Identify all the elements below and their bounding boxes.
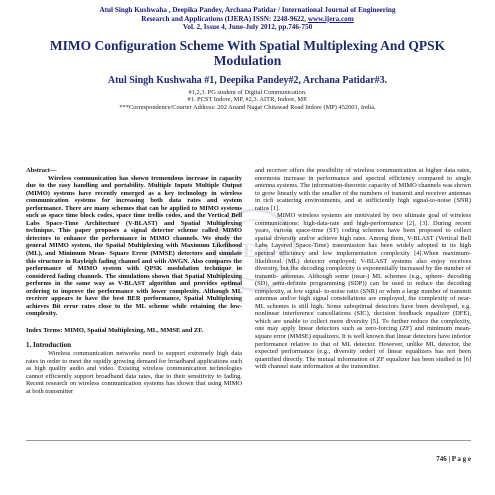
journal-header-line2: Research and Applications (IJERA) ISSN: 2248-9622, www.ijera.com — [141, 14, 354, 23]
page-number: 746 | P a g e — [436, 455, 471, 463]
body-columns — [26, 167, 471, 395]
affiliation-line: #1. PCST Indore, MP, #2,3. AITR, Indore, MP. — [187, 96, 308, 104]
paper-title-line1: MIMO Configuration Scheme With Spatial Multiplexing And QPSK — [49, 37, 446, 53]
left-column — [26, 167, 242, 395]
journal-header-line1: Atul Singh Kushwaha , Deepika Pandey, Archana Patidar / International Journal of Engineering — [99, 6, 396, 14]
watermark-text: IJERA — [224, 240, 286, 262]
abstract-label: Abstract— — [26, 167, 57, 174]
section-heading-introduction: 1. Introduction — [26, 341, 71, 350]
body-paragraph: and receiver offers the possibility of wireless communication at higher data rates, enormous increase in performance and spectral efficiency compared to single antenna systems. The information-theoretic capacity of MIMO channels was shown to grow linearly with the smaller of the numbers of transmit and receiver antennas in rich scattering environments, and at sufficiently high signal-to-noise (SNR) ratios [1]. — [255, 167, 471, 212]
journal-header-line3: Vol. 2, Issue 4, June-July 2012, pp.746-750 — [182, 23, 313, 32]
footer-divider — [26, 440, 471, 441]
paper-title-line2: Modulation — [213, 53, 282, 69]
body-paragraph: MIMO wireless systems are motivated by two ultimate goal of wireless communications: high-data-rate and high-performance [2], [3]. During recent years, various space-time (ST) coding schemes have been proposed to collect spatial diversity and/or achieve high rates. Among them, V-BLAST (Vertical Bell Labs Layered Space-Time) transmission has been widely adopted in its high spectral efficiency and low implementation complexity [4].When maximum-likelihood (ML) detector employed; V-BLAST systems also enjoy receives diversity, but the decoding complexity is exponentially increased by the number of transmit- antennas. Although some (near-) ML schemes (e.g., sphere- decoding (SD), semi-definite programming (SDP)) can be used to reduce the decoding complexity, at low signal- to-noise ratio (SNR) or when a large number of transmit antennas and/or high signal constellations are employed, the complexity of near-ML schemes is still high. Some suboptimal detectors have been developed, e.g. nonlinear interference cancellations (SIC), decision feedback equalizer (DFE), which are unable to collect more diversity [5]. To further reduce the complexity, one may apply linear detectors such as zero-forcing (ZF) and minimum mean- square error (MMSE) equalizers. It is well known that linear detectors have inferior performance relative to that of ML detector. However, unlike ML detector, the expected performance (e.g., diversity order) of linear equalizers has not been quantified directly. The mutual information of ZF equalizer has been studied in [6] with channel state information at the transmitter. — [255, 212, 471, 371]
introduction-paragraph: Wireless communication networks need to support extremely high data rates in order to meet the rapidly growing demand for broadband applications such as high quality audio and video. Existing wireless communication technologies cannot efficiently support broadband data rates, due to their sensitivity to fading. Recent research on wireless communication systems has shown that using MIMO at both transmitter — [26, 350, 242, 395]
index-terms: Index Terms: MIMO, Spatial Multiplexing, ML, MMSE and ZF. — [26, 326, 204, 334]
journal-header-issn: Research and Applications (IJERA) ISSN: 2248-9622 — [141, 14, 305, 23]
affiliation-line: #1,2,3. PG student of Digital Communication. — [188, 88, 307, 96]
abstract-body: Wireless communication has shown tremendous increase in capacity due to the easy handling and portability. Multiple Inputs Multiple Output (MIMO) systems have recently emerged as a key technology in wireless communication systems for increasing both data rates and system performance. There are many schemes that can be applied to MIMO systems such as space time block codes, space time trellis codes, and the Vertical Bell Labs Space-Time Architecture (V-BLAST) and Spatial Multiplexing technique. This paper proposes a signal detector scheme called MIMO detectors to enhance the performance in MIMO channels. We study the general MIMO system, the Spatial Multiplexing with Maximum Likelihood (ML), and Minimum Mean- Square Error (MMSE) detectors and simulate this structure in Rayleigh fading channel and with AWGN. Also compares the performance of MIMO system with QPSK modulation technique in considered fading channels. The simulations shown that Spatial Multiplexing performs in the same way as V-BLAST algorithm and provides optimal ordering to improve the performance with lower complexity. Although ML receiver appears to have the best BER performance, Spatial Multiplexing achieves Bit error rates close to the ML scheme while retaining the low-complexity. — [26, 174, 242, 318]
journal-url-link[interactable]: www.ijera.com — [307, 14, 354, 23]
correspondence-address: ***Correspondence/Courier Address: 202 Anand Nagar Chitawad Road Indore (MP) 452001, India. — [119, 103, 376, 111]
affiliations — [20, 89, 475, 112]
abstract — [26, 167, 242, 318]
right-column — [255, 167, 471, 395]
paper-authors: Atul Singh Kushwaha #1, Deepika Pandey#2, Archana Patidar#3. — [107, 74, 388, 86]
journal-header — [20, 6, 475, 32]
paper-title — [20, 38, 475, 69]
